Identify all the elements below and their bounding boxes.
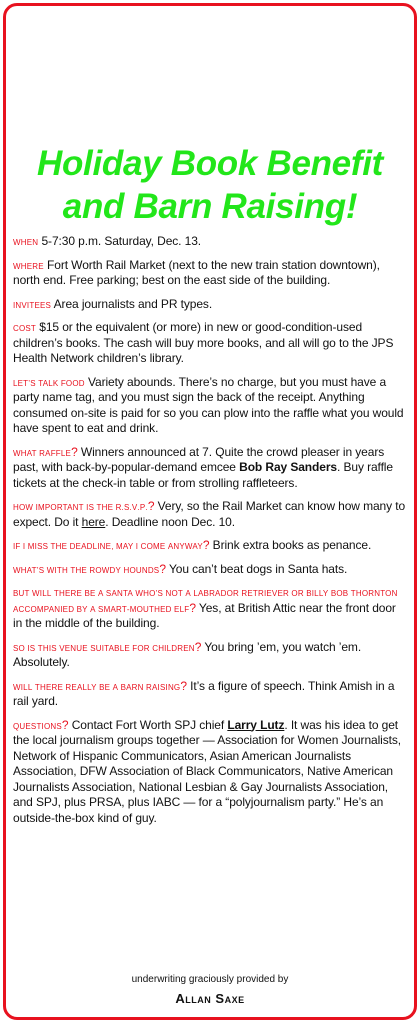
- label-where: where: [13, 257, 44, 272]
- item-hounds: [13, 562, 407, 578]
- text-food: Variety abounds. There’s no charge, but you must have a party name tag, and you must sign the back of the receipt. Anything consumed on-site is paid for so you can plow into the raffle what you would have spent to eat and drink.: [13, 374, 404, 435]
- rsvp-link[interactable]: here: [81, 514, 106, 529]
- item-invitees: [13, 297, 407, 313]
- text-children: You bring ’em, you watch ’em. Absolutely.: [13, 639, 362, 669]
- question-mark: ?: [180, 678, 187, 693]
- label-food: let’s talk food: [13, 374, 85, 389]
- text-invitees: Area journalists and PR types.: [53, 296, 213, 311]
- title-line-2: and Barn Raising!: [62, 187, 358, 226]
- item-where: [13, 258, 407, 289]
- question-mark: ?: [71, 444, 78, 459]
- contact-link[interactable]: Larry Lutz: [227, 717, 285, 732]
- label-hounds: what’s with the rowdy hounds: [13, 561, 160, 576]
- text-rsvp-after: . Deadline noon Dec. 10.: [105, 514, 235, 529]
- label-rsvp: how important is the r.s.v.p.: [13, 499, 148, 513]
- question-mark: ?: [61, 717, 69, 732]
- question-mark: ?: [194, 639, 202, 654]
- item-santa: [13, 585, 407, 632]
- label-deadline: if i miss the deadline, may i come anyway: [13, 538, 203, 552]
- page-title: [8, 142, 412, 228]
- label-raffle: what raffle: [13, 444, 72, 459]
- question-mark: ?: [147, 499, 155, 513]
- label-children: so is this venue suitable for children: [13, 639, 195, 654]
- question-mark: ?: [202, 538, 210, 552]
- text-when: 5-7:30 p.m. Saturday, Dec. 13.: [41, 234, 202, 248]
- label-invitees: invitees: [13, 296, 52, 311]
- text-questions-before: Contact Fort Worth SPJ chief: [71, 717, 228, 732]
- emcee-name: Bob Ray Sanders: [239, 460, 337, 474]
- item-cost: [13, 320, 407, 367]
- text-cost: $15 or the equivalent (or more) in new or good-condition-used children’s books. The cash will buy more books, and all will go to the JPS Health Network children’s library.: [13, 320, 394, 365]
- item-children: [13, 640, 407, 671]
- text-raffle-after: . Buy raffle tickets at the check-in table or from strolling raffleteers.: [13, 460, 393, 490]
- title-line-1: Holiday Book Benefit: [37, 144, 383, 183]
- label-questions: questions: [13, 717, 62, 732]
- item-barn: [13, 679, 407, 710]
- item-questions: [13, 718, 407, 827]
- text-raffle-before: Winners announced at 7. Quite the crowd pleaser in years past, with back-by-popular-demand emcee: [13, 444, 385, 474]
- text-where: Fort Worth Rail Market (next to the new train station downtown), north end. Free parking; best on the east side of the building.: [13, 257, 380, 287]
- question-mark: ?: [189, 600, 196, 615]
- item-rsvp: [13, 499, 407, 530]
- text-rsvp-before: Very, so the Rail Market can know how many to expect. Do it: [13, 499, 406, 529]
- question-mark: ?: [159, 561, 166, 576]
- event-details: [13, 234, 407, 834]
- item-deadline: [13, 538, 407, 554]
- item-when: [13, 234, 407, 250]
- label-cost: cost: [13, 320, 37, 334]
- sponsor-name: Allan Saxe: [175, 991, 245, 1006]
- item-food: [13, 375, 407, 437]
- item-raffle: [13, 445, 407, 492]
- label-barn: will there really be a barn raising: [13, 678, 181, 693]
- footer: [8, 973, 412, 1008]
- text-barn: It’s a figure of speech. Think Amish in a rail yard.: [13, 678, 395, 708]
- text-deadline: Brink extra books as penance.: [212, 538, 372, 552]
- label-when: when: [13, 234, 39, 248]
- text-santa: Yes, at British Attic near the front door in the middle of the building.: [13, 600, 396, 630]
- underwriting-note: underwriting graciously provided by: [131, 974, 289, 985]
- label-santa: but will there be a santa who’s not a labrador retriever or billy bob thornton accompanied by a smart-mouthed elf: [13, 585, 398, 615]
- text-questions-after: . It was his idea to get the local journalism groups together — Association for Women Journalists, Network of Hispanic Communicators, Asian American Journalists Association, DFW Association of Black Communicators, Native American Journalists Association, National Lesbian & Gay Journalists Association, and SPJ, plus PRSA, plus IABC — for a “polyjournalism party.” He’s an outside-the-box kind of guy.: [13, 717, 402, 825]
- text-hounds: You can’t beat dogs in Santa hats.: [168, 561, 348, 576]
